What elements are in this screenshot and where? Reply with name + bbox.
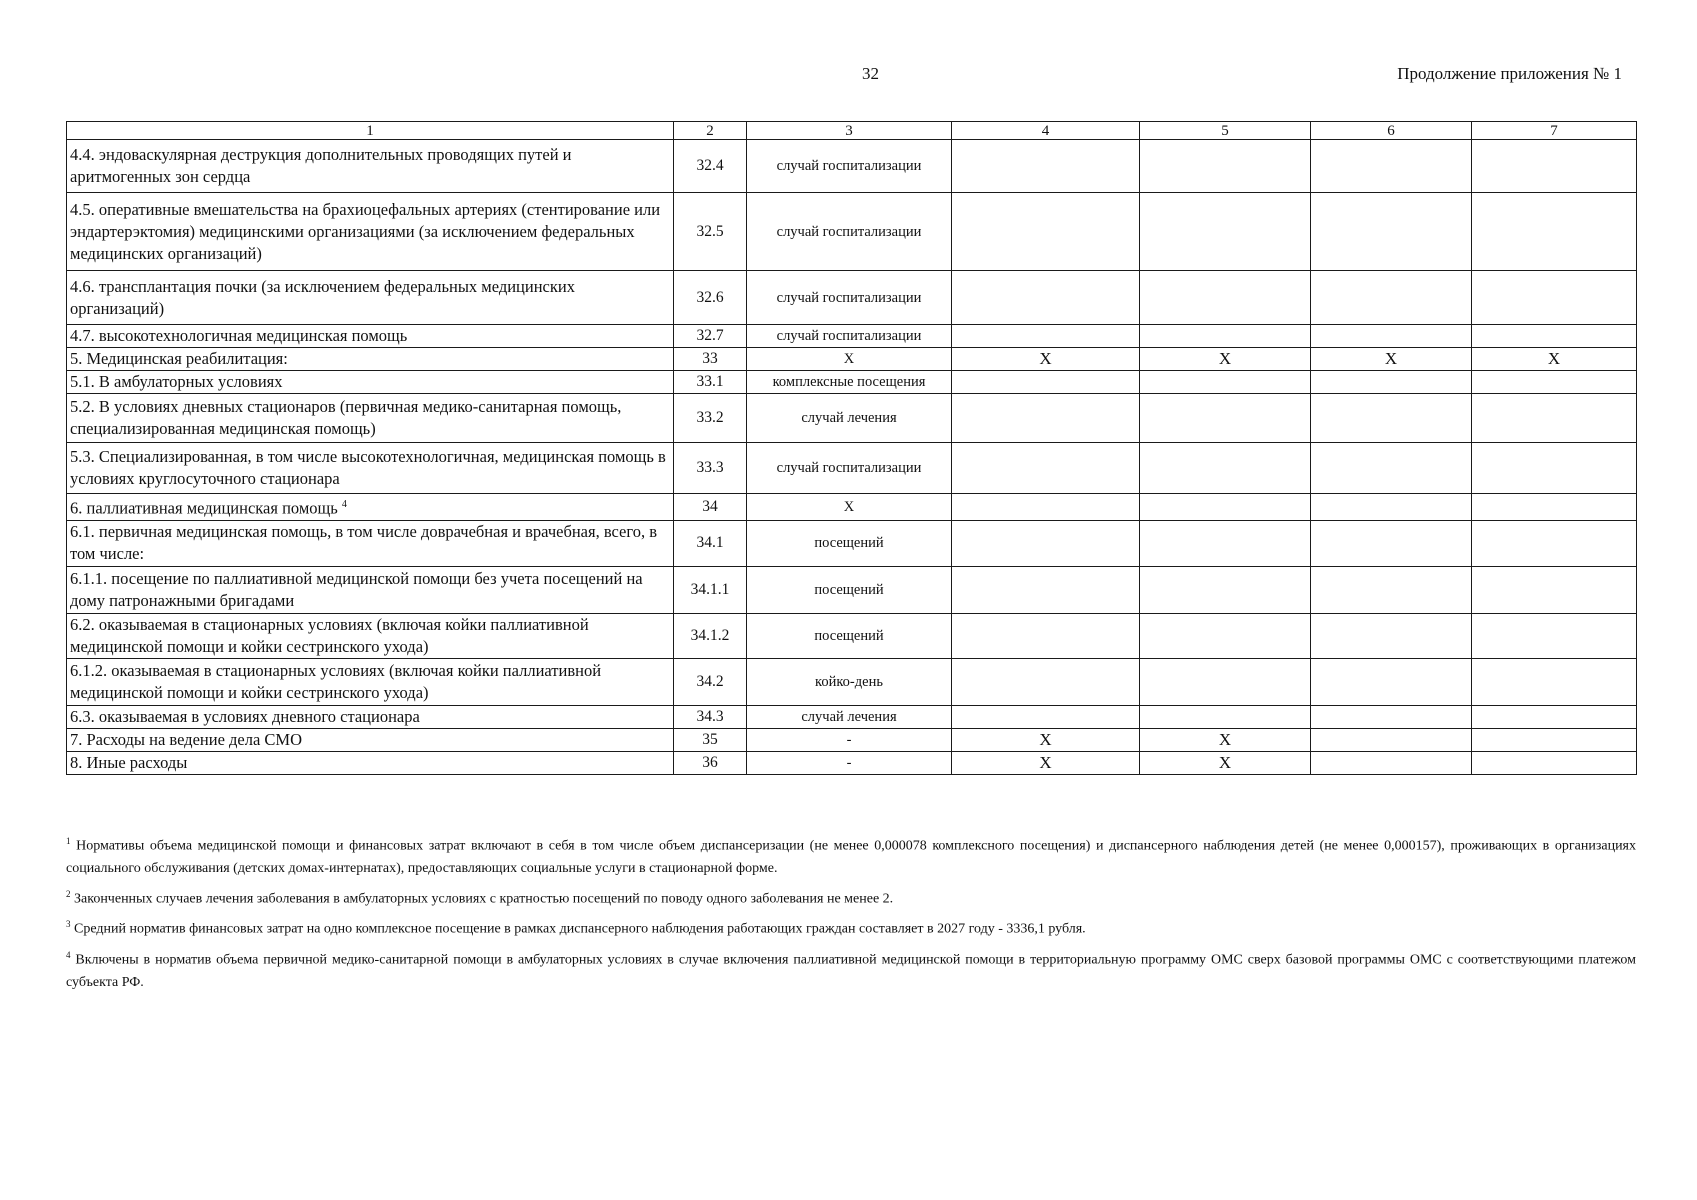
row-code: 32.6 (674, 271, 747, 325)
page-number: 32 (862, 64, 879, 83)
table-row (67, 193, 1637, 271)
table-row (67, 443, 1637, 494)
row-code: 34.1.1 (674, 566, 747, 613)
row-name (67, 271, 674, 325)
row-value-col5 (1140, 613, 1311, 658)
row-value-col5 (1140, 394, 1311, 443)
table-row (67, 348, 1637, 371)
row-value-col6 (1311, 193, 1472, 271)
row-value-col7 (1472, 325, 1637, 348)
row-value-col5 (1140, 566, 1311, 613)
row-value-col6 (1311, 325, 1472, 348)
row-code: 35 (674, 728, 747, 751)
row-name (67, 193, 674, 271)
table-row (67, 394, 1637, 443)
row-unit: посещений (747, 566, 952, 613)
row-value-col5 (1140, 271, 1311, 325)
row-code: 34 (674, 494, 747, 521)
row-value-col7 (1472, 751, 1637, 774)
row-name (67, 520, 674, 566)
row-name-text: 8. Иные расходы (70, 752, 188, 772)
row-name-text: 6.3. оказываемая в условиях дневного стационара (70, 706, 420, 726)
row-value-col4 (952, 658, 1140, 705)
column-number: 6 (1311, 122, 1472, 140)
row-name (67, 348, 674, 371)
row-unit: случай госпитализации (747, 443, 952, 494)
column-number: 4 (952, 122, 1140, 140)
row-value-col4: X (952, 728, 1140, 751)
row-name (67, 325, 674, 348)
row-value-col4 (952, 494, 1140, 521)
row-value-col5 (1140, 658, 1311, 705)
row-unit: случай госпитализации (747, 193, 952, 271)
row-value-col5: X (1140, 728, 1311, 751)
column-number: 2 (674, 122, 747, 140)
row-name (67, 494, 674, 521)
footnote-number: 1 (66, 836, 71, 846)
footnote-number: 2 (66, 888, 71, 899)
row-name (67, 728, 674, 751)
row-name (67, 751, 674, 774)
row-code: 34.1 (674, 520, 747, 566)
column-number-row (67, 122, 1637, 140)
row-code: 33.2 (674, 394, 747, 443)
row-name-text: 5.3. Специализированная, в том числе высокотехнологичная, медицинская помощь в условиях круглосуточного стационара (70, 447, 666, 488)
row-value-col4 (952, 613, 1140, 658)
row-value-col5 (1140, 371, 1311, 394)
footnote-number: 4 (66, 949, 71, 960)
row-name (67, 140, 674, 193)
row-value-col6: X (1311, 348, 1472, 371)
row-name (67, 443, 674, 494)
norms-table (66, 121, 1637, 775)
row-unit: посещений (747, 613, 952, 658)
row-value-col4 (952, 566, 1140, 613)
row-value-col4 (952, 705, 1140, 728)
row-name-text: 6. паллиативная медицинская помощь (70, 498, 338, 518)
row-value-col7 (1472, 705, 1637, 728)
row-value-col7: X (1472, 348, 1637, 371)
row-value-col7 (1472, 193, 1637, 271)
table-row (67, 520, 1637, 566)
row-value-col4: X (952, 751, 1140, 774)
row-name-text: 4.7. высокотехнологичная медицинская помощь (70, 326, 408, 345)
footnote-text: Нормативы объема медицинской помощи и финансовых затрат включают в себя в том числе объем диспансеризации (не менее 0,000078 комплексного посещения) и диспансерного наблюдения детей (не менее 0,000157), проживающих в организациях социального обслуживания (детских домах-интернатах), предоставляющих социальные услуги в стационарной форме. (66, 838, 1636, 876)
row-value-col4 (952, 394, 1140, 443)
row-unit: случай госпитализации (747, 325, 952, 348)
row-value-col4 (952, 520, 1140, 566)
row-value-col6 (1311, 705, 1472, 728)
row-unit: - (747, 728, 952, 751)
row-code: 36 (674, 751, 747, 774)
row-value-col4: X (952, 348, 1140, 371)
row-name (67, 705, 674, 728)
table-row (67, 566, 1637, 613)
footnote-text: Средний норматив финансовых затрат на одно комплексное посещение в рамках диспансерного наблюдения работающих граждан составляет в 2027 году - 3336,1 рубля. (74, 921, 1086, 937)
row-value-col7 (1472, 271, 1637, 325)
table-row (67, 494, 1637, 521)
row-value-col6 (1311, 271, 1472, 325)
row-name-text: 6.2. оказываемая в стационарных условиях (включая койки паллиативной медицинской помощи и койки сестринского ухода) (70, 614, 589, 656)
footnote-text: Законченных случаев лечения заболевания в амбулаторных условиях с кратностью посещений по поводу одного заболевания не менее 2. (74, 891, 894, 907)
row-code: 33.3 (674, 443, 747, 494)
footnotes (66, 830, 1636, 997)
appendix-title: Продолжение приложения № 1 (1397, 64, 1622, 83)
footnote (66, 883, 1636, 911)
row-value-col5 (1140, 443, 1311, 494)
row-value-col6 (1311, 728, 1472, 751)
row-unit: комплексные посещения (747, 371, 952, 394)
column-number: 7 (1472, 122, 1637, 140)
table-body (67, 140, 1637, 775)
row-value-col4 (952, 443, 1140, 494)
row-value-col5 (1140, 520, 1311, 566)
row-code: 32.7 (674, 325, 747, 348)
row-value-col7 (1472, 658, 1637, 705)
table-row (67, 325, 1637, 348)
table-row (67, 371, 1637, 394)
row-value-col5: X (1140, 348, 1311, 371)
row-value-col6 (1311, 613, 1472, 658)
row-name-text: 6.1.2. оказываемая в стационарных условиях (включая койки паллиативной медицинской помощи и койки сестринского ухода) (70, 660, 602, 702)
column-number: 5 (1140, 122, 1311, 140)
footnote-marker: 4 (341, 499, 347, 510)
row-name (67, 371, 674, 394)
row-unit: случай госпитализации (747, 271, 952, 325)
row-code: 34.1.2 (674, 613, 747, 658)
row-name-text: 6.1.1. посещение по паллиативной медицинской помощи без учета посещений на дому патронажными бригадами (70, 568, 643, 610)
row-name-text: 5.1. В амбулаторных условиях (70, 372, 283, 391)
table-row (67, 751, 1637, 774)
row-value-col7 (1472, 494, 1637, 521)
row-unit: посещений (747, 520, 952, 566)
row-unit: X (747, 348, 952, 371)
column-number: 1 (67, 122, 674, 140)
row-value-col4 (952, 325, 1140, 348)
row-name (67, 658, 674, 705)
row-name-text: 4.4. эндоваскулярная деструкция дополнительных проводящих путей и аритмогенных зон сердца (70, 145, 572, 186)
row-value-col6 (1311, 371, 1472, 394)
row-value-col6 (1311, 520, 1472, 566)
table-row (67, 705, 1637, 728)
footnote (66, 913, 1636, 941)
footnote (66, 944, 1636, 994)
row-code: 33.1 (674, 371, 747, 394)
row-unit: случай лечения (747, 394, 952, 443)
row-value-col7 (1472, 520, 1637, 566)
row-code: 34.3 (674, 705, 747, 728)
row-name-text: 6.1. первичная медицинская помощь, в том числе доврачебная и врачебная, всего, в том числе: (70, 522, 658, 563)
row-unit: X (747, 494, 952, 521)
row-name-text: 4.6. трансплантация почки (за исключением федеральных медицинских организаций) (70, 276, 575, 318)
row-value-col7 (1472, 728, 1637, 751)
row-value-col4 (952, 271, 1140, 325)
row-value-col6 (1311, 140, 1472, 193)
row-unit: - (747, 751, 952, 774)
table-row (67, 140, 1637, 193)
row-value-col4 (952, 140, 1140, 193)
row-value-col7 (1472, 140, 1637, 193)
row-unit: случай лечения (747, 705, 952, 728)
row-name-text: 4.5. оперативные вмешательства на брахиоцефальных артериях (стентирование или эндартерэктомия) медицинскими организациями (за исключением федеральных медицинских организаций) (70, 199, 661, 263)
row-value-col5 (1140, 140, 1311, 193)
row-value-col4 (952, 371, 1140, 394)
row-value-col6 (1311, 443, 1472, 494)
row-value-col5 (1140, 193, 1311, 271)
row-value-col7 (1472, 613, 1637, 658)
table-row (67, 728, 1637, 751)
column-number: 3 (747, 122, 952, 140)
row-value-col7 (1472, 371, 1637, 394)
row-value-col5 (1140, 494, 1311, 521)
row-value-col6 (1311, 658, 1472, 705)
row-value-col5 (1140, 705, 1311, 728)
row-name-text: 7. Расходы на ведение дела СМО (70, 729, 303, 749)
row-value-col5 (1140, 325, 1311, 348)
row-value-col7 (1472, 443, 1637, 494)
row-value-col5: X (1140, 751, 1311, 774)
row-code: 32.5 (674, 193, 747, 271)
row-name (67, 394, 674, 443)
table-row (67, 613, 1637, 658)
table-row (67, 271, 1637, 325)
row-name (67, 566, 674, 613)
row-value-col6 (1311, 394, 1472, 443)
row-value-col7 (1472, 394, 1637, 443)
row-value-col6 (1311, 494, 1472, 521)
row-unit: койко-день (747, 658, 952, 705)
footnote-number: 3 (66, 919, 71, 930)
row-value-col4 (952, 193, 1140, 271)
table-row (67, 658, 1637, 705)
row-value-col6 (1311, 566, 1472, 613)
row-code: 33 (674, 348, 747, 371)
row-name-text: 5. Медицинская реабилитация: (70, 349, 288, 368)
row-code: 32.4 (674, 140, 747, 193)
row-code: 34.2 (674, 658, 747, 705)
row-unit: случай госпитализации (747, 140, 952, 193)
row-value-col6 (1311, 751, 1472, 774)
row-name (67, 613, 674, 658)
footnote (66, 830, 1636, 880)
footnote-text: Включены в норматив объема первичной медико-санитарной помощи в амбулаторных условиях в случае включения паллиативной медицинской помощи в территориальную программу ОМС сверх базовой программы ОМС с соответствующими платежом субъекта РФ. (66, 952, 1637, 990)
row-value-col7 (1472, 566, 1637, 613)
row-name-text: 5.2. В условиях дневных стационаров (первичная медико-санитарная помощь, специализированная медицинская помощь) (70, 397, 622, 438)
